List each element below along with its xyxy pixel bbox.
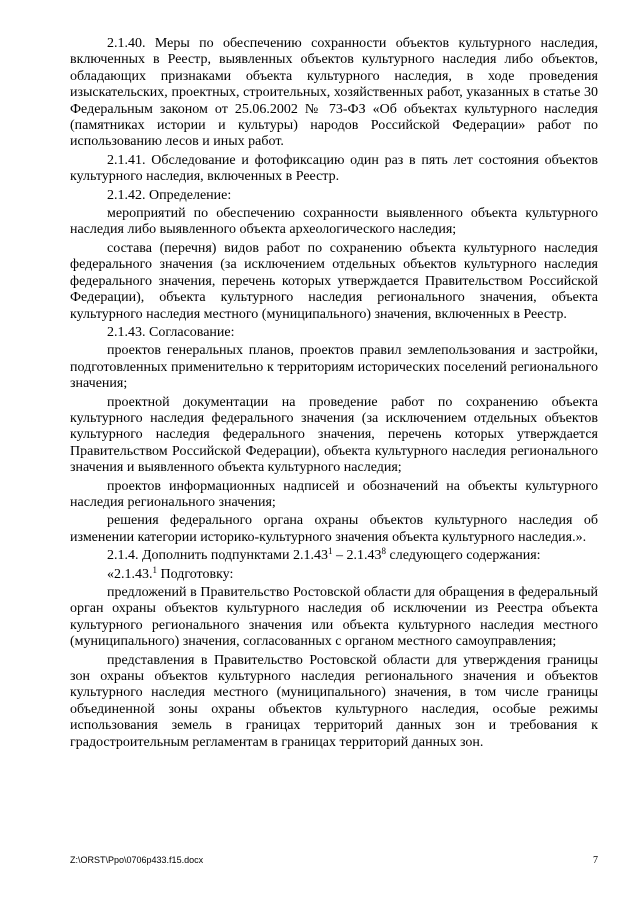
paragraph-2-1-4-prefix: 2.1.4. Дополнить подпунктами 2.1.43: [107, 548, 328, 564]
paragraph-2-1-4-suffix: следующего содержания:: [386, 548, 541, 564]
superscript-1: 1: [328, 546, 333, 557]
paragraph-2-1-43-1-item-a: предложений в Правительство Ростовской области для обращения в федеральный орган охраны объектов культурного наследия об исключении из Реестра объекта культурного регионального значения или объекта культурного наследия местного (муниципального) значения, согласованных с органом местного самоуправления;: [70, 585, 598, 650]
paragraph-2-1-42-item-b: состава (перечня) видов работ по сохранению объекта культурного наследия федерального значения (за исключением отдельных объектов культурного наследия федерального значения, перечень которых утверждается Правительством Российской Федерации), объекта культурного наследия регионального значения, объекта культурного наследия местного (муниципального) значения, включенных в Реестр.: [70, 240, 598, 322]
page-footer: [70, 855, 598, 869]
paragraph-2-1-42: 2.1.42. Определение:: [107, 187, 232, 203]
superscript-8: 8: [381, 546, 386, 557]
paragraph-2-1-43-item-a: проектов генеральных планов, проектов правил землепользования и застройки, подготовленных применительно к территориям исторических поселений регионального значения;: [70, 343, 598, 392]
superscript-1b: 1: [152, 564, 157, 575]
paragraph-2-1-43-1: [70, 564, 598, 583]
paragraph-2-1-43-1-suffix: Подготовку:: [157, 566, 234, 582]
paragraph-2-1-4: [70, 548, 598, 564]
paragraph-2-1-41: 2.1.41. Обследование и фотофиксацию один раз в пять лет состояния объектов культурного наследия, включенных в Реестр.: [70, 152, 598, 185]
paragraph-2-1-42-item-a: мероприятий по обеспечению сохранности выявленного объекта культурного наследия либо выявленного объекта археологического наследия;: [70, 206, 598, 238]
page-number: 7: [593, 855, 598, 866]
paragraph-2-1-43-item-d: решения федерального органа охраны объектов культурного наследия об изменении категории историко-культурного значения объекта культурного наследия.».: [70, 513, 598, 545]
paragraph-2-1-43-1-prefix: «2.1.43.: [107, 566, 153, 582]
paragraph-2-1-4-mid: – 2.1.43: [332, 548, 382, 564]
paragraph-2-1-40: 2.1.40. Меры по обеспечению сохранности объектов культурного наследия, включенных в Реестр, выявленных объектов культурного наследия либо объектов, обладающих признаками объекта культурного наследия, в ходе проведения изыскательских, проектных, строительных, хозяйственных работ, указанных в статье 30 Федеральным законом от 25.06.2002 № 73-ФЗ «Об объектах культурного наследия (памятниках истории и культуры) народов Российской Федерации» работ по использованию лесов и иных работ.: [70, 36, 598, 150]
paragraph-2-1-43-item-b: проектной документации на проведение работ по сохранению объекта культурного наследия федерального значения (за исключением отдельных объектов культурного наследия федерального значения, перечень которых утверждается Правительством Российской Федерации), объекта культурного наследия регионального значения и выявленного объекта культурного наследия;: [70, 394, 598, 476]
paragraph-2-1-43: 2.1.43. Согласование:: [107, 324, 235, 340]
file-path: Z:\ORST\Ppo\0706p433.f15.docx: [70, 855, 204, 865]
paragraph-2-1-43-1-item-b: представления в Правительство Ростовской области для утверждения границы зон охраны объектов культурного наследия регионального значения и объектов культурного наследия местного (муниципального) значения, в том числе границы объединенной зоны охраны объектов культурного наследия, особые режимы использования земель в границах территорий данных зон и требования к градостроительным регламентам в границах территорий данных зон.: [70, 652, 598, 750]
document-body: [70, 36, 598, 751]
paragraph-2-1-43-item-c: проектов информационных надписей и обозначений на объекты культурного наследия регионального значения;: [70, 478, 598, 510]
